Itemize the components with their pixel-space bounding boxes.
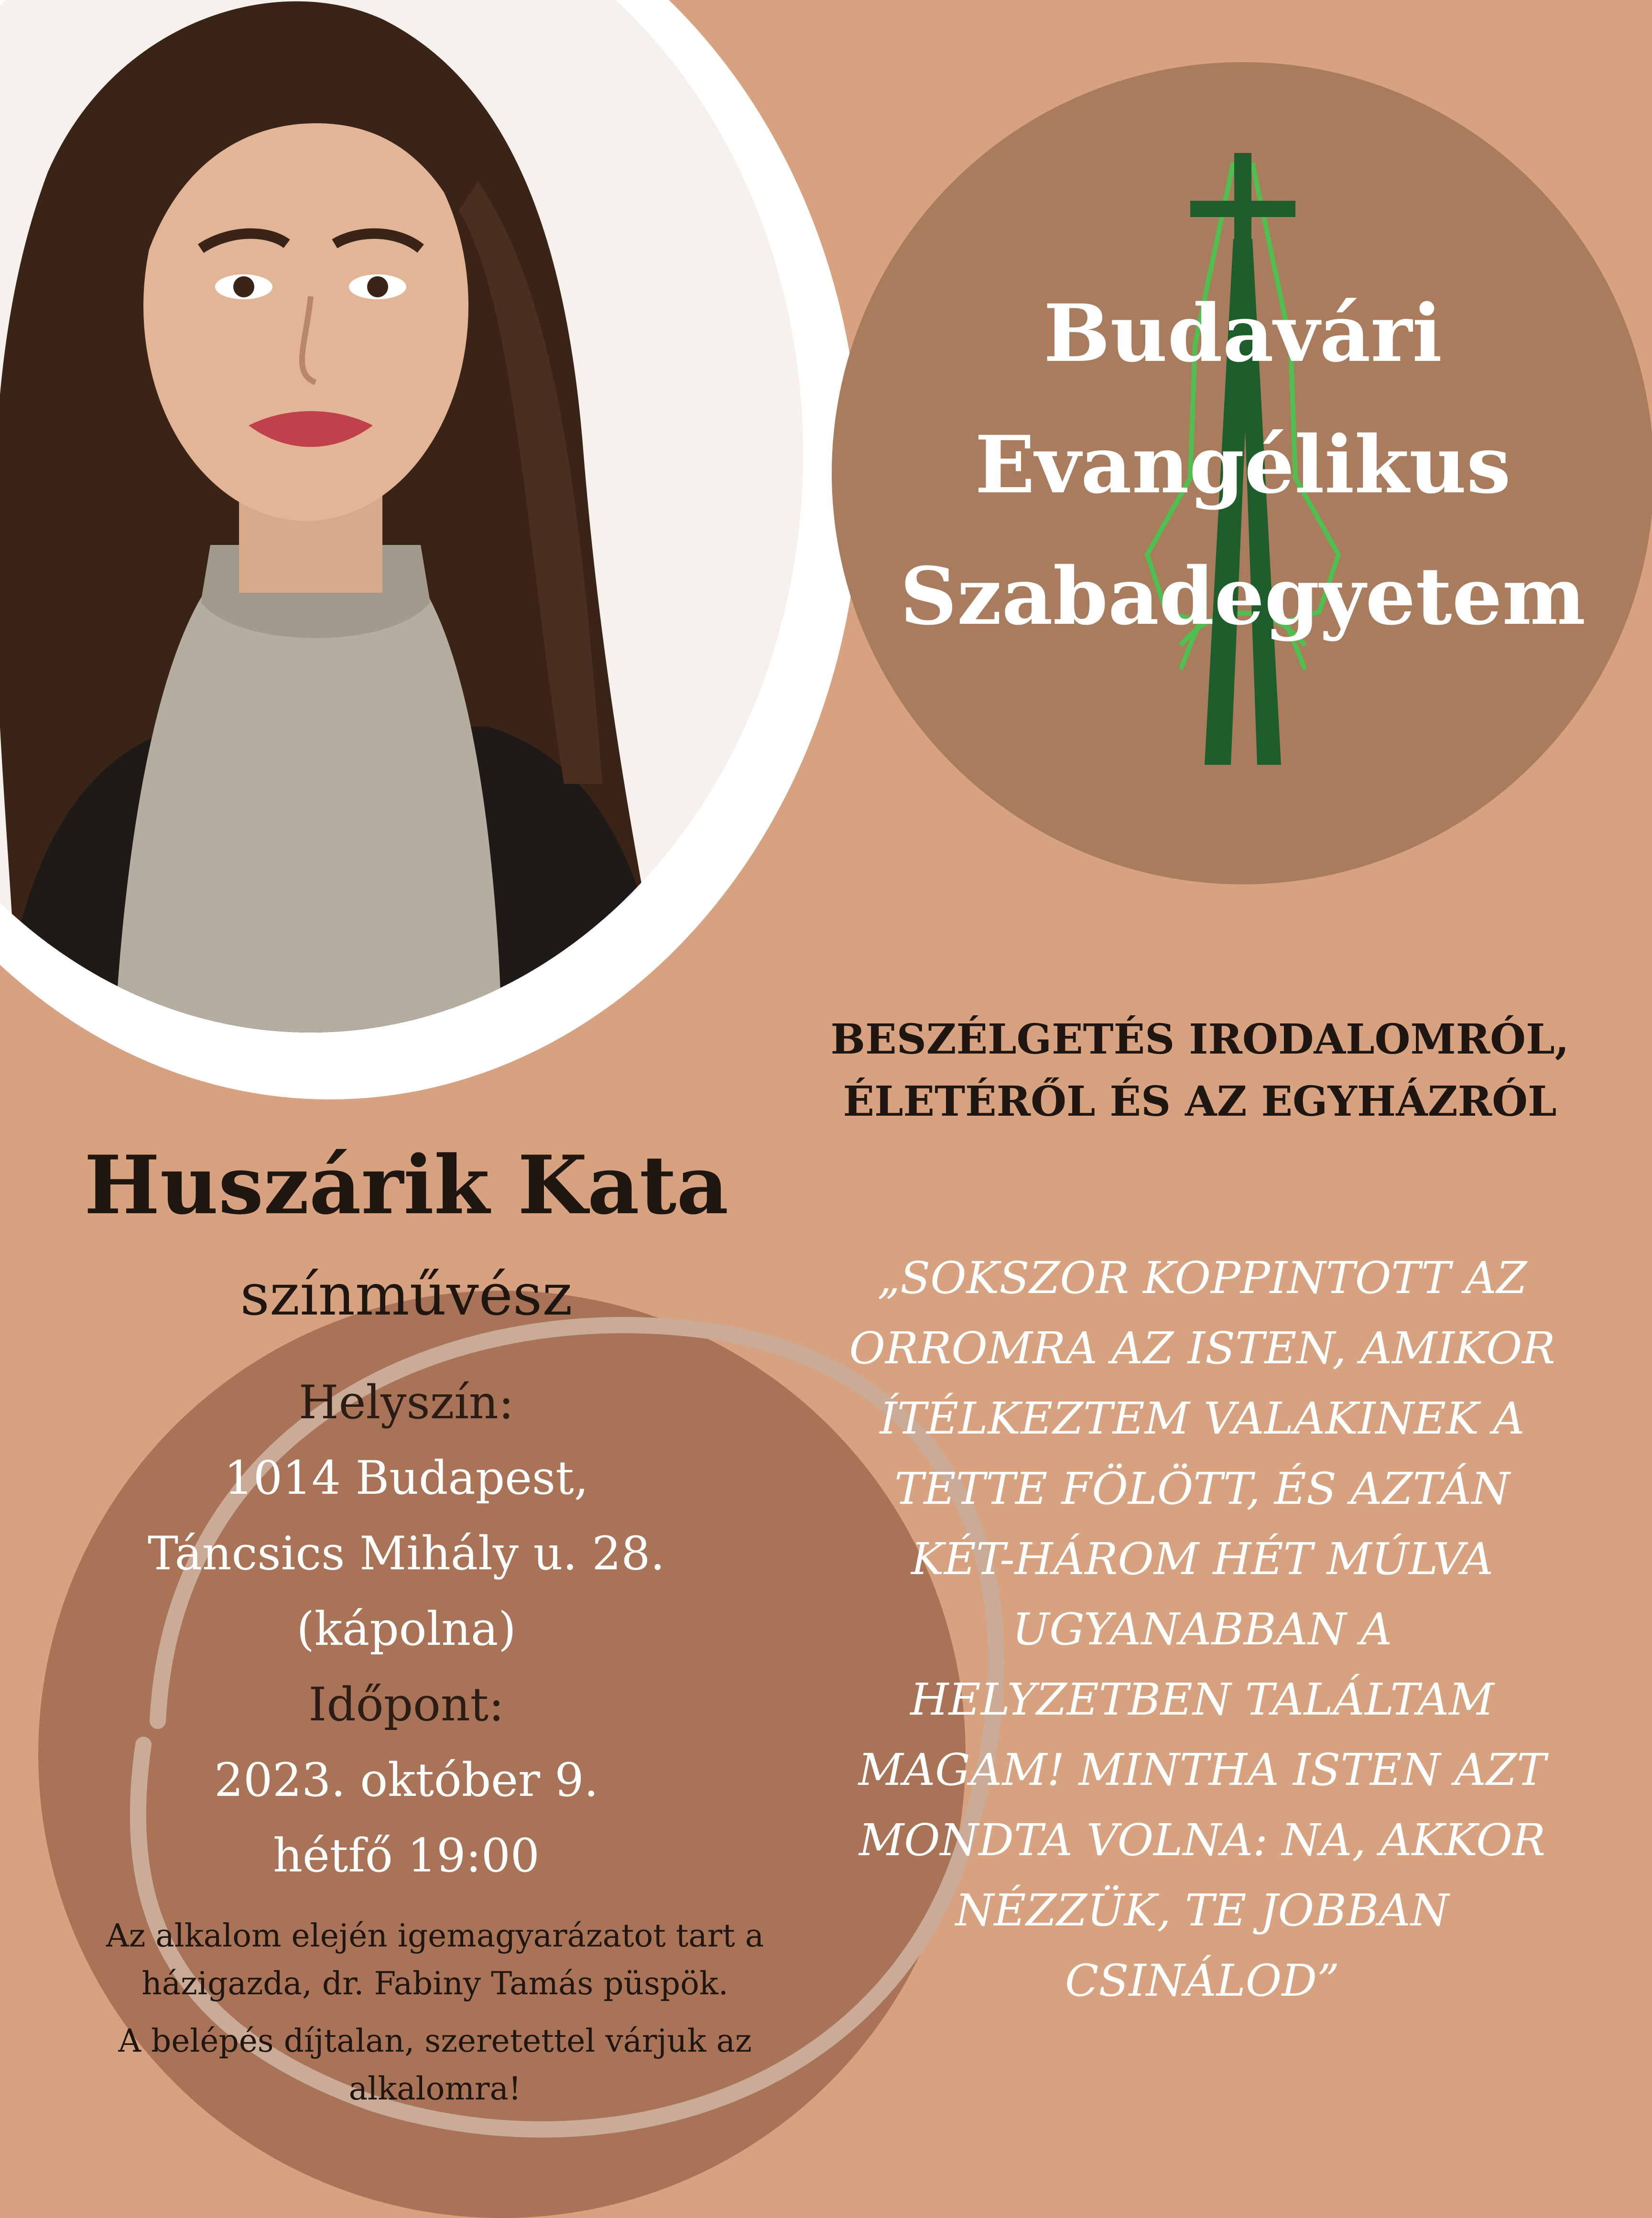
org-title-line-2: Evangélikus bbox=[975, 418, 1511, 511]
address-line-2: Táncsics Mihály u. 28. bbox=[148, 1527, 665, 1580]
topic-line-2: ÉLETÉRŐL ÉS AZ EGYHÁZRÓL bbox=[843, 1077, 1557, 1126]
note-host: Az alkalom elején igemagyarázatot tart a házigazda, dr. Fabiny Tamás püspök. bbox=[106, 1917, 764, 2002]
topic-heading bbox=[765, 1009, 1635, 1133]
quote-line: „SOKSZOR KOPPINTOTT AZ bbox=[877, 1252, 1527, 1304]
speaker-name: Huszárik Kata bbox=[84, 1138, 729, 1232]
topic-line-1: BESZÉLGETÉS IRODALOMRÓL, bbox=[830, 1015, 1569, 1064]
quote-line: TETTE FÖLÖTT, ÉS AZTÁN bbox=[894, 1463, 1510, 1514]
quote-line: KÉT-HÁROM HÉT MÚLVA bbox=[911, 1533, 1493, 1585]
quote-line: CSINÁLOD” bbox=[1065, 1955, 1339, 2006]
quote-line: ÍTÉLKEZTEM VALAKINEK A bbox=[880, 1393, 1525, 1444]
quote-line: MONDTA VOLNA: NA, AKKOR bbox=[859, 1815, 1545, 1866]
event-date: 2023. október 9. bbox=[214, 1753, 598, 1807]
note-entry: A belépés díjtalan, szeretettel várjuk az alkalomra! bbox=[118, 2022, 752, 2107]
quote-line: UGYANABBAN A bbox=[1012, 1604, 1392, 1655]
organization-title bbox=[832, 268, 1652, 662]
event-time: hétfő 19:00 bbox=[273, 1829, 540, 1882]
org-title-line-3: Szabadegyetem bbox=[900, 550, 1586, 642]
address-line-1: 1014 Budapest, bbox=[224, 1451, 589, 1505]
quote-line: ORROMRA AZ ISTEN, AMIKOR bbox=[849, 1323, 1555, 1374]
address-line-3: (kápolna) bbox=[296, 1602, 516, 1656]
org-title-line-1: Budavári bbox=[1043, 287, 1443, 380]
quote-line: HELYZETBEN TALÁLTAM bbox=[910, 1674, 1494, 1725]
event-notes bbox=[38, 1912, 832, 2122]
event-details bbox=[0, 1365, 813, 1893]
speaker-portrait bbox=[0, 0, 803, 1033]
quote-line: MAGAM! MINTHA ISTEN AZT bbox=[858, 1744, 1546, 1795]
quote-block bbox=[808, 1243, 1597, 2016]
location-label: Helyszín: bbox=[298, 1376, 514, 1429]
portrait-frame bbox=[0, 0, 803, 1033]
quote-line: NÉZZÜK, TE JOBBAN bbox=[955, 1885, 1449, 1936]
speaker-role: színművész bbox=[240, 1262, 573, 1328]
time-label: Időpont: bbox=[308, 1678, 504, 1731]
